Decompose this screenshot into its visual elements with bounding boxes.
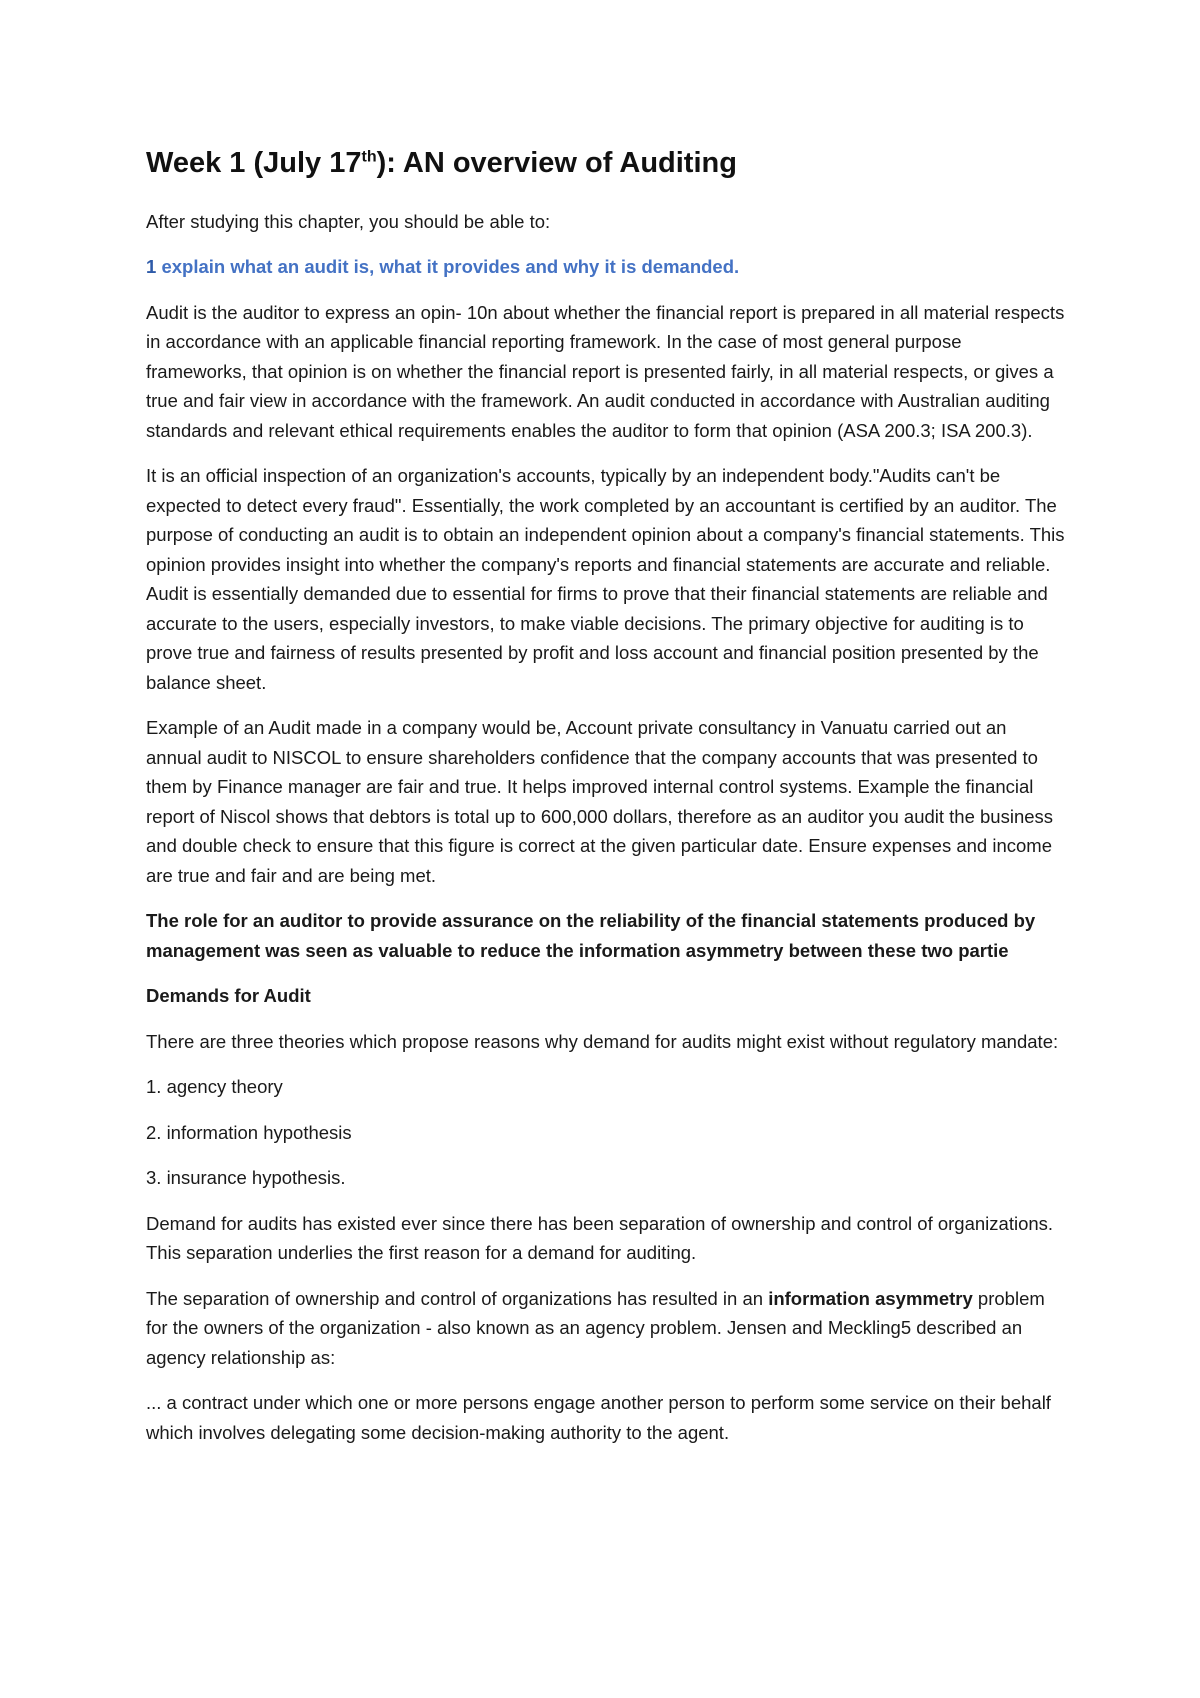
- paragraph-agency-quote: ... a contract under which one or more persons engage another person to perform some service on their behalf which involves delegating some decision-making authority to the agent.: [146, 1392, 1051, 1443]
- paragraph-theories-intro: There are three theories which propose reasons why demand for audits might exist without regulatory mandate:: [146, 1030, 1059, 1052]
- list-item-information-hypothesis: 2. information hypothesis: [146, 1121, 352, 1143]
- intro-text: After studying this chapter, you should be able to:: [146, 210, 551, 232]
- term-information-asymmetry: information asymmetry: [768, 1287, 973, 1309]
- title-rest: ): AN overview of Auditing: [376, 147, 737, 179]
- para5-end: problem for the owners of the organization - also known as an agency problem. Jensen and Meckling5 described an agency relationship as:: [146, 1287, 1045, 1368]
- paragraph-audit-example: Example of an Audit made in a company would be, Account private consultancy in Vanuatu carried out an annual audit to NISCOL to ensure shareholders confidence that the company accounts that was presented to them by Finance manager are fair and true. It helps improved internal control systems. Example the financial report of Niscol shows that debtors is total up to 600,000 dollars, therefore as an auditor you audit the business and double check to ensure that this figure is correct at the given particular date. Ensure expenses and income are true and fair and are being met.: [146, 717, 1054, 886]
- para5-start: The separation of ownership and control of organizations has resulted in an: [146, 1287, 769, 1309]
- document-page: [146, 146, 1066, 1463]
- title-superscript: th: [361, 148, 377, 166]
- list-item-agency-theory: 1. agency theory: [146, 1076, 283, 1098]
- objective-number: 1: [146, 256, 157, 278]
- paragraph-official-inspection: It is an official inspection of an organization's accounts, typically by an independent body."Audits can't be expected to detect every fraud". Essentially, the work completed by an accountant is certified by an auditor. The purpose of conducting an audit is to obtain an independent opinion about a company's financial statements. This opinion provides insight into whether the company's reports and financial statements are accurate and reliable. Audit is essentially demanded due to essential for firms to prove that their financial statements are reliable and accurate to the users, especially investors, to make viable decisions. The primary objective for auditing is to prove true and fairness of results presented by profit and loss account and financial position presented by the balance sheet.: [146, 465, 1065, 693]
- paragraph-auditor-role: The role for an auditor to provide assurance on the reliability of the financial statements produced by management was seen as valuable to reduce the information asymmetry between these two partie: [146, 910, 1036, 961]
- page-title: [146, 146, 1066, 181]
- title-main: Week 1 (July 17: [146, 147, 362, 179]
- objective-text: explain what an audit is, what it provides and why it is demanded.: [161, 256, 740, 278]
- section-heading-demands: Demands for Audit: [146, 985, 311, 1007]
- paragraph-information-asymmetry: [146, 1284, 1066, 1373]
- list-item-insurance-hypothesis: 3. insurance hypothesis.: [146, 1167, 346, 1189]
- paragraph-separation: Demand for audits has existed ever since there has been separation of ownership and control of organizations. This separation underlies the first reason for a demand for auditing.: [146, 1212, 1054, 1264]
- paragraph-audit-definition: Audit is the auditor to express an opin- 10n about whether the financial report is prepared in all material respects in accordance with an applicable financial reporting framework. In the case of most general purpose frameworks, that opinion is on whether the financial report is presented fairly, in all material respects, or gives a true and fair view in accordance with the framework. An audit conducted in accordance with Australian auditing standards and relevant ethical requirements enables the auditor to form that opinion (ASA 200.3; ISA 200.3).: [146, 301, 1065, 441]
- learning-objective: [146, 252, 1066, 282]
